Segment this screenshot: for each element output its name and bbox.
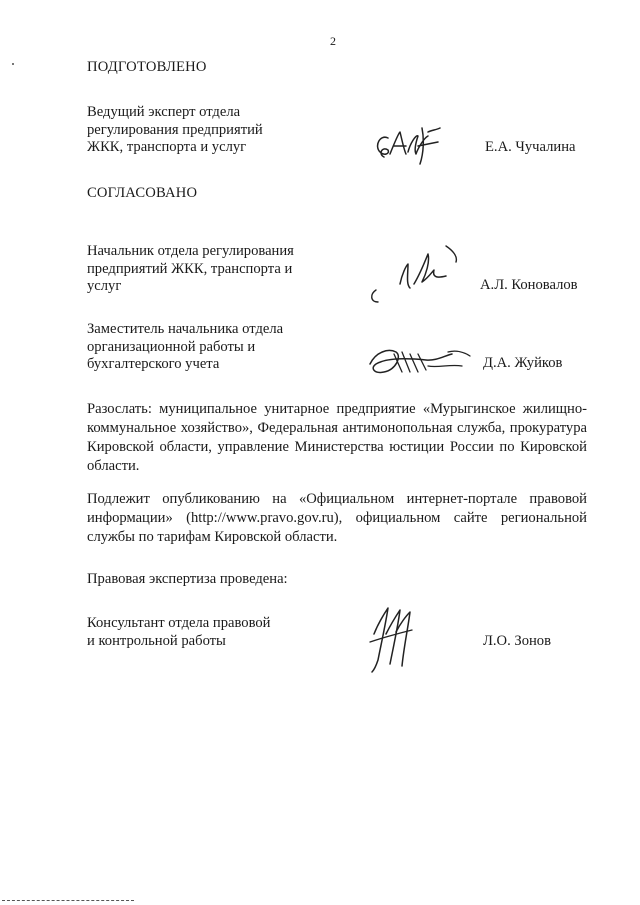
signer-2-position (87, 321, 283, 374)
position-line: ЖКК, транспорта и услуг (87, 139, 247, 155)
signature-konovalov (366, 244, 466, 306)
prepared-heading: ПОДГОТОВЛЕНО (87, 59, 207, 75)
signer-1-position (87, 243, 294, 296)
position-line: Начальник отдела регулирования (87, 243, 294, 259)
position-line: Ведущий эксперт отдела (87, 104, 241, 120)
legal-review-heading: Правовая экспертиза проведена: (87, 571, 288, 587)
scan-mark (12, 63, 14, 65)
position-line: услуг (87, 278, 122, 294)
signer-2-name: Д.А. Жуйков (483, 355, 563, 371)
signature-chuchalina (372, 124, 444, 174)
signature-zhuikov (366, 344, 476, 380)
signature-zonov (366, 604, 416, 674)
position-line: Заместитель начальника отдела (87, 321, 284, 337)
page-number: 2 (330, 34, 336, 48)
legal-review-name: Л.О. Зонов (483, 633, 551, 649)
position-line: бухгалтерского учета (87, 356, 220, 372)
position-line: регулирования предприятий (87, 121, 263, 138)
position-line: и контрольной работы (87, 632, 226, 649)
signer-1-name: А.Л. Коновалов (480, 277, 578, 293)
position-line: предприятий ЖКК, транспорта и (87, 260, 293, 277)
distribution-paragraph: Разослать: муниципальное унитарное предприятие «Мурыгинское жилищно-коммунальное хозяйство», Федеральная антимонопольная служба, прокуратура Кировской области, управление Министерства юстиции России по Кировской области. (87, 401, 587, 474)
footer-rule (2, 900, 134, 901)
position-line: Консультант отдела правовой (87, 615, 271, 631)
agreed-heading: СОГЛАСОВАНО (87, 185, 198, 201)
prepared-position (87, 104, 263, 157)
prepared-name: Е.А. Чучалина (485, 139, 576, 155)
legal-review-position (87, 615, 270, 650)
publication-paragraph: Подлежит опубликованию на «Официальном интернет-портале правовой информации» (http://www.pravo.gov.ru), официальном сайте региональной службы по тарифам Кировской области. (87, 491, 587, 545)
position-line: организационной работы и (87, 338, 256, 355)
